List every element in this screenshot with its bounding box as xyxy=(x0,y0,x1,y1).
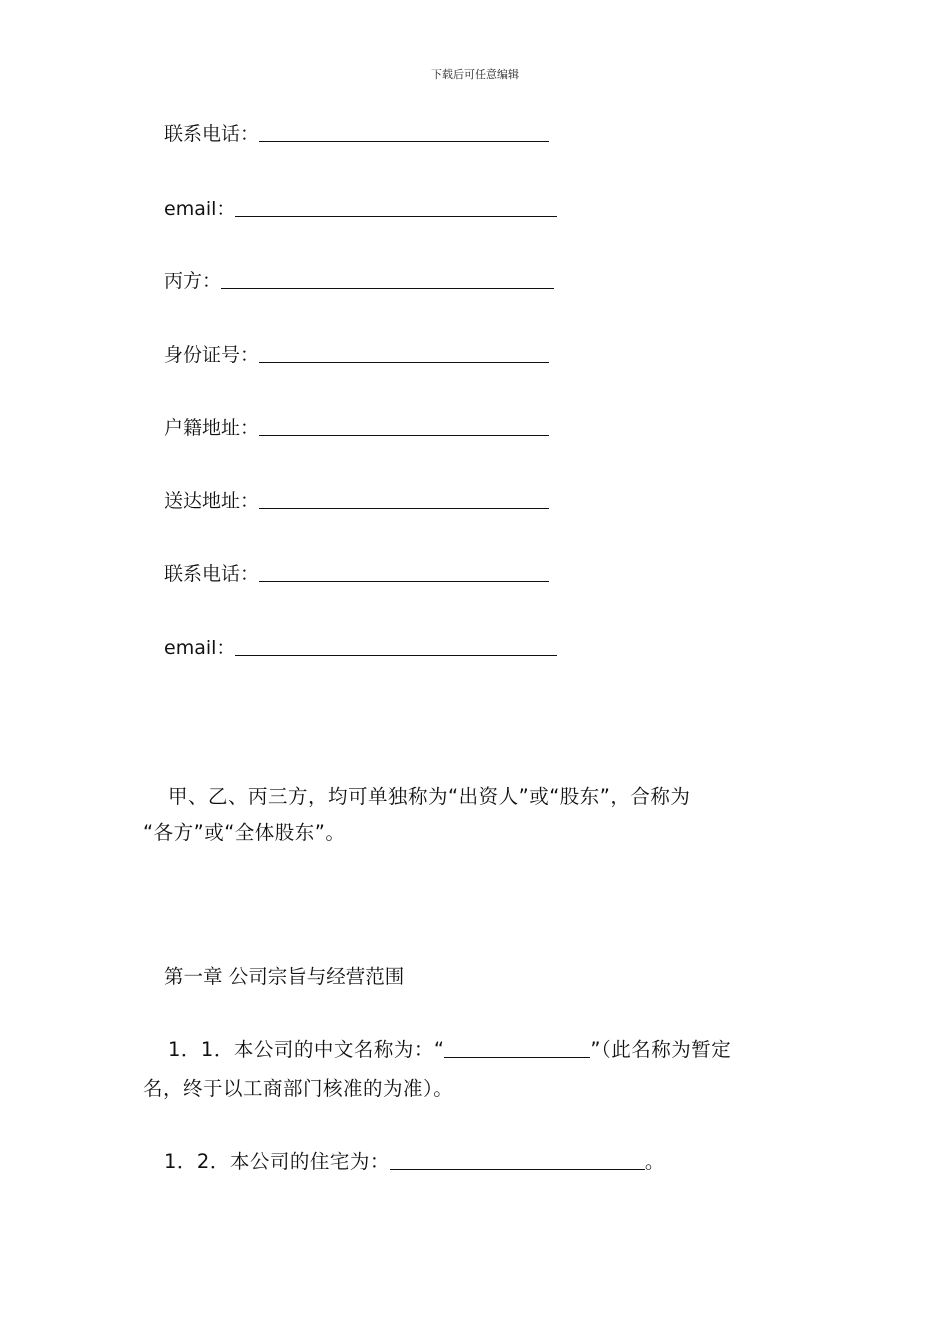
field-label: 身份证号： xyxy=(164,344,260,366)
clause-1-2 xyxy=(164,1143,665,1180)
fill-in-blank xyxy=(259,342,549,363)
clause-1-1-line1 xyxy=(168,1031,731,1068)
field-label: 户籍地址： xyxy=(164,417,260,439)
fill-in-blank xyxy=(259,415,549,436)
fill-in-blank xyxy=(259,561,549,582)
clause-1-1-suffix: ”（此名称为暂定 xyxy=(590,1038,732,1061)
clause-1-1-line2: 名，终于以工商部门核准的为准）。 xyxy=(143,1077,454,1100)
party-c-field xyxy=(164,268,554,294)
registered-address-field xyxy=(164,415,549,441)
field-label: email： xyxy=(164,198,236,220)
clause-1-1-prefix: 1．1．本公司的中文名称为：“ xyxy=(168,1038,445,1061)
clause-1-2-suffix: 。 xyxy=(644,1150,665,1173)
field-label: 送达地址： xyxy=(164,490,260,512)
contact-phone-field xyxy=(164,561,549,587)
delivery-address-field xyxy=(164,488,549,514)
contact-phone-field xyxy=(164,121,549,147)
fill-in-blank xyxy=(235,635,557,656)
id-number-field xyxy=(164,342,549,368)
field-label: email： xyxy=(164,637,236,659)
field-label: 联系电话： xyxy=(164,563,260,585)
parties-paragraph-line2: “各方”或“全体股东”。 xyxy=(143,821,346,844)
page-header: 下载后可任意编辑 xyxy=(431,68,519,81)
fill-in-blank xyxy=(221,268,554,289)
field-label: 丙方： xyxy=(164,270,222,292)
fill-in-blank xyxy=(390,1149,645,1170)
chapter-title: 第一章 公司宗旨与经营范围 xyxy=(164,965,405,988)
email-field xyxy=(164,196,557,222)
fill-in-blank xyxy=(259,488,549,509)
clause-1-2-prefix: 1．2．本公司的住宅为： xyxy=(164,1150,390,1173)
parties-paragraph-line1: 甲、乙、丙三方，均可单独称为“出资人”或“股东”，合称为 xyxy=(168,785,691,808)
email-field xyxy=(164,635,557,661)
fill-in-blank xyxy=(444,1037,590,1058)
fill-in-blank xyxy=(259,121,549,142)
fill-in-blank xyxy=(235,196,557,217)
field-label: 联系电话： xyxy=(164,123,260,145)
